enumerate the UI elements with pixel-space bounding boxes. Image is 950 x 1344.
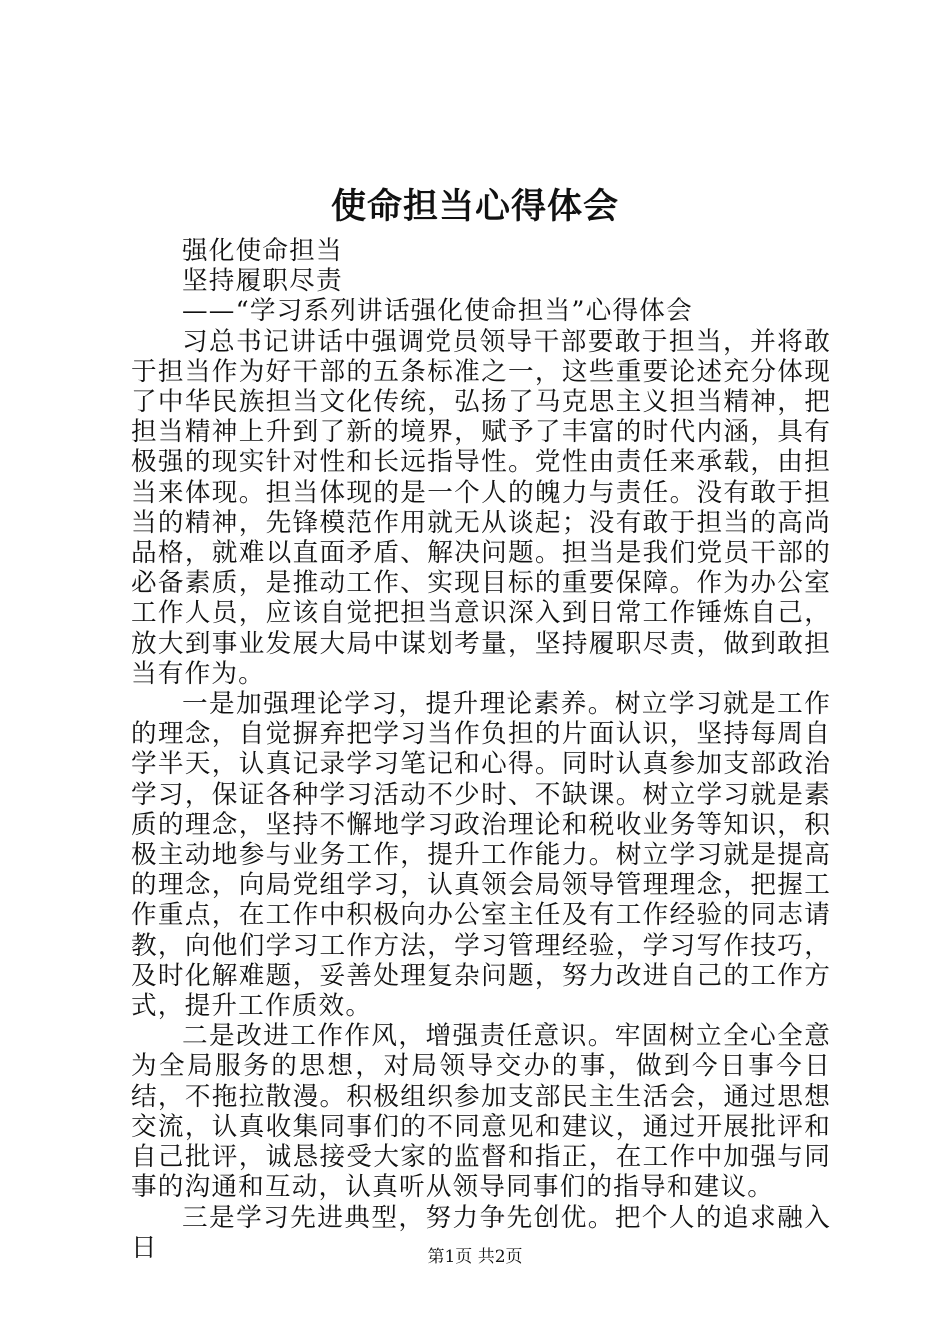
subtitle-line-1: 强化使命担当: [182, 236, 343, 266]
paragraph-intro: 习总书记讲话中强调党员领导干部要敢于担当，并将敢于担当作为好干部的五条标准之一，这些重要论述充分体现了中华民族担当文化传统，弘扬了马克思主义担当精神，把担当精神上升到了新的境界，赋予了丰富的时代内涵，具有极强的现实针对性和长远指导性。党性由责任来承载，由担当来体现。担当体现的是一个人的魄力与责任。没有敢于担当的精神，先锋模范作用就无从谈起；没有敢于担当的高尚品格，就难以直面矛盾、解决问题。担当是我们党员干部的必备素质，是推动工作、实现目标的重要保障。作为办公室工作人员，应该自觉把担当意识深入到日常工作锤炼自己，放大到事业发展大局中谋划考量，坚持履职尽责，做到敢担当有作为。: [131, 326, 831, 689]
page-number-footer: 第1页 共2页: [427, 1247, 523, 1267]
document-body: [131, 236, 831, 1263]
document-title: 使命担当心得体会: [330, 186, 619, 227]
subtitle-line-3: ——“学习系列讲话强化使命担当”心得体会: [182, 296, 693, 327]
paragraph-point-two: 二是改进工作作风，增强责任意识。牢固树立全心全意为全局服务的思想，对局领导交办的事，做到今日事今日结，不拖拉散漫。积极组织参加支部民主生活会，通过思想交流，认真收集同事们的不同意见和建议，通过开展批评和自己批评，诚恳接受大家的监督和指正，在工作中加强与同事的沟通和互动，认真听从领导同事们的指导和建议。: [131, 1021, 831, 1203]
subtitle-line-2: 坚持履职尽责: [182, 266, 343, 297]
paragraph-point-three: 三是学习先进典型，努力争先创优。把个人的追求融入日: [131, 1202, 831, 1263]
paragraph-point-one: 一是加强理论学习，提升理论素养。树立学习就是工作的理念，自觉摒弃把学习当作负担的片面认识，坚持每周自学半天，认真记录学习笔记和心得。同时认真参加支部政治学习，保证各种学习活动不少时、不缺课。树立学习就是素质的理念，坚持不懈地学习政治理论和税收业务等知识，积极主动地参与业务工作，提升工作能力。树立学习就是提高的理念，向局党组学习，认真领会局领导管理理念，把握工作重点，在工作中积极向办公室主任及有工作经验的同志请教，向他们学习工作方法，学习管理经验，学习写作技巧，及时化解难题，妥善处理复杂问题，努力改进自己的工作方式，提升工作质效。: [131, 689, 831, 1022]
